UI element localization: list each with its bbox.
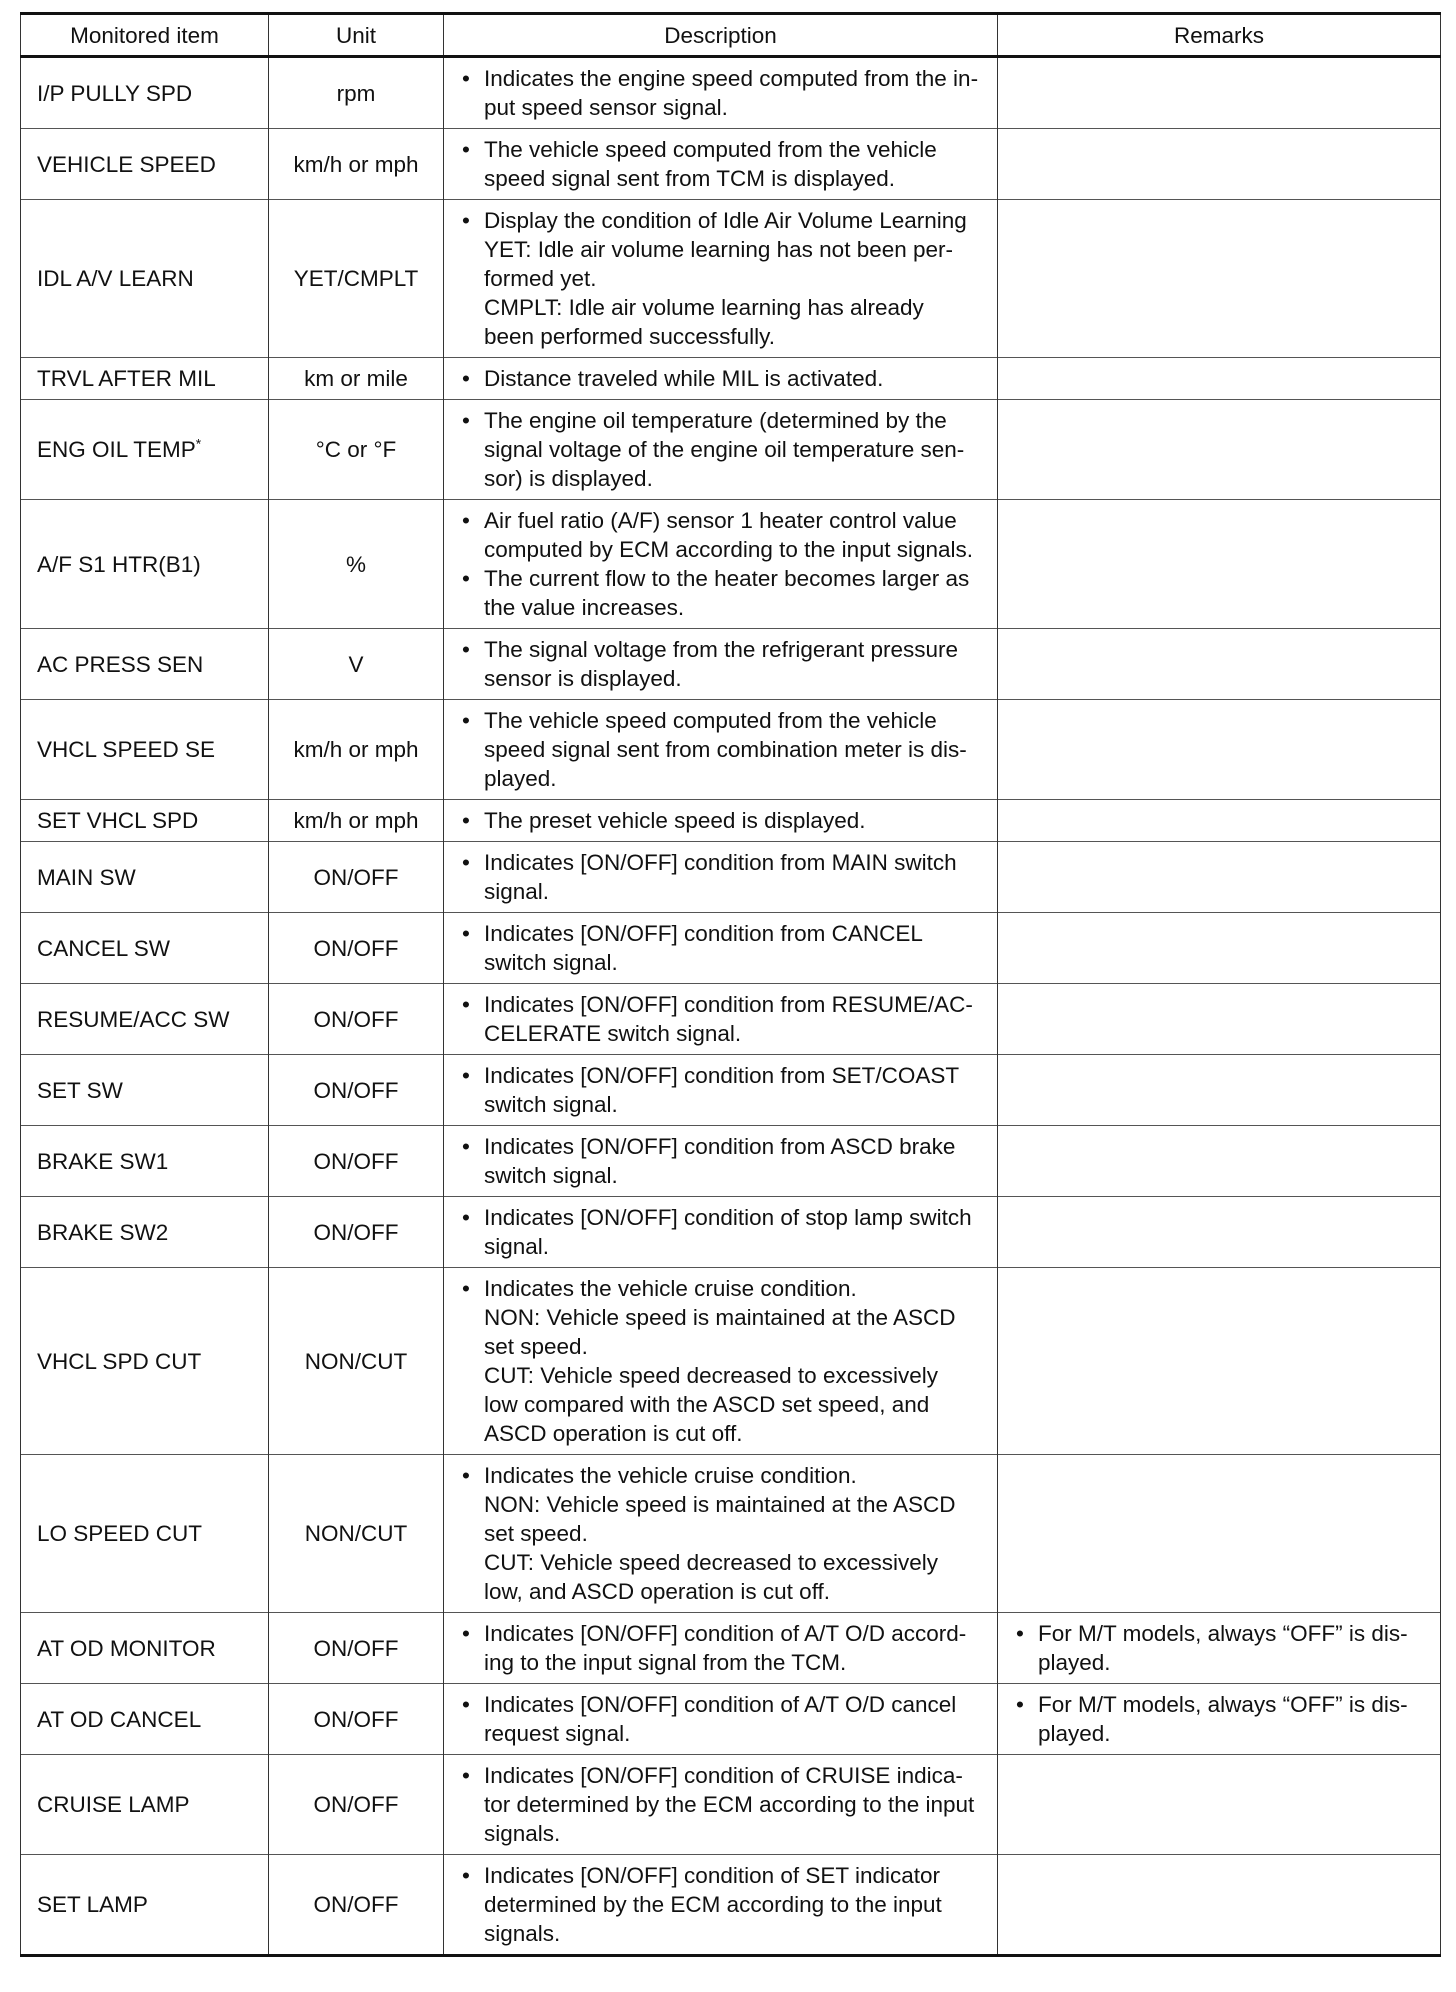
description-line: computed by ECM according to the input signals.	[484, 537, 974, 562]
cell-description	[444, 1855, 998, 1956]
description-line: set speed.	[484, 1521, 588, 1546]
cell-unit: ON/OFF	[269, 984, 444, 1055]
description-line: switch signal.	[484, 950, 618, 975]
cell-description	[444, 1684, 998, 1755]
remarks-line: • For M/T models, always “OFF” is dis-	[1038, 1692, 1408, 1717]
item-name: CRUISE LAMP	[37, 1792, 190, 1817]
table-row	[21, 700, 1441, 800]
cell-description	[444, 1197, 998, 1268]
description-line: low compared with the ASCD set speed, and	[484, 1392, 930, 1417]
cell-unit: ON/OFF	[269, 1126, 444, 1197]
cell-description	[444, 500, 998, 629]
description-bullet	[458, 1461, 989, 1606]
cell-unit: V	[269, 629, 444, 700]
item-name: LO SPEED CUT	[37, 1521, 203, 1546]
item-name: RESUME/ACC SW	[37, 1006, 230, 1032]
remarks-line: played.	[1038, 1650, 1111, 1675]
cell-monitored-item	[21, 700, 269, 800]
description-line: • Indicates [ON/OFF] condition of A/T O/D accord-	[484, 1621, 967, 1646]
cell-monitored-item	[21, 842, 269, 913]
description-line: • Indicates [ON/OFF] condition of CRUISE indica-	[484, 1763, 963, 1788]
item-name: MAIN SW	[37, 864, 136, 890]
cell-unit: NON/CUT	[269, 1455, 444, 1613]
description-line: speed signal sent from combination meter is dis-	[484, 737, 967, 762]
table-row	[21, 913, 1441, 984]
item-name: VEHICLE SPEED	[37, 151, 216, 177]
description-line: tor determined by the ECM according to the input	[484, 1792, 975, 1817]
table-row	[21, 500, 1441, 629]
description-line: • The vehicle speed computed from the vehicle	[484, 708, 937, 733]
table-row	[21, 800, 1441, 842]
cell-description	[444, 57, 998, 129]
table-row	[21, 129, 1441, 200]
item-name: SET SW	[37, 1077, 123, 1103]
cell-remarks	[998, 500, 1441, 629]
cell-unit: ON/OFF	[269, 1055, 444, 1126]
description-line: • Indicates the vehicle cruise condition.	[484, 1276, 857, 1301]
item-name: BRAKE SW2	[37, 1219, 169, 1245]
cell-remarks	[998, 1684, 1441, 1755]
cell-description	[444, 913, 998, 984]
cell-unit: km/h or mph	[269, 129, 444, 200]
cell-description	[444, 700, 998, 800]
description-line: • Air fuel ratio (A/F) sensor 1 heater control value	[484, 508, 957, 533]
description-line: • Indicates [ON/OFF] condition from ASCD brake	[484, 1134, 956, 1159]
description-line: CUT: Vehicle speed decreased to excessively	[484, 1550, 938, 1575]
cell-unit: rpm	[269, 57, 444, 129]
description-bullet	[458, 1203, 989, 1261]
description-line: switch signal.	[484, 1092, 618, 1117]
cell-monitored-item	[21, 1126, 269, 1197]
item-name: AC PRESS SEN	[37, 651, 204, 677]
description-line: formed yet.	[484, 266, 597, 291]
footnote-mark: *	[195, 435, 202, 452]
description-line: NON: Vehicle speed is maintained at the ASCD	[484, 1305, 956, 1330]
description-line: switch signal.	[484, 1163, 618, 1188]
cell-unit: km or mile	[269, 358, 444, 400]
description-line: • Indicates [ON/OFF] condition from RESUME/AC-	[484, 992, 973, 1017]
description-bullet	[458, 406, 989, 493]
table-row	[21, 1055, 1441, 1126]
cell-description	[444, 400, 998, 500]
table-row	[21, 984, 1441, 1055]
cell-description	[444, 358, 998, 400]
description-bullet	[458, 1761, 989, 1848]
remarks-bullet	[1012, 1619, 1432, 1677]
description-line: YET: Idle air volume learning has not been per-	[484, 237, 954, 262]
cell-remarks	[998, 1197, 1441, 1268]
item-name: VHCL SPEED SE	[37, 737, 215, 762]
cell-description	[444, 629, 998, 700]
table-row	[21, 629, 1441, 700]
description-line: • Indicates [ON/OFF] condition of stop lamp switch	[484, 1205, 972, 1230]
cell-remarks	[998, 1055, 1441, 1126]
description-line: played.	[484, 766, 557, 791]
cell-remarks	[998, 57, 1441, 129]
table-row	[21, 1684, 1441, 1755]
cell-remarks	[998, 700, 1441, 800]
cell-remarks	[998, 913, 1441, 984]
description-line: • The engine oil temperature (determined by the	[484, 408, 947, 433]
description-line: CUT: Vehicle speed decreased to excessively	[484, 1363, 938, 1388]
cell-monitored-item	[21, 913, 269, 984]
cell-remarks	[998, 358, 1441, 400]
item-name: A/F S1 HTR(B1)	[37, 551, 201, 577]
item-name: TRVL AFTER MIL	[37, 366, 216, 391]
description-bullet	[458, 1132, 989, 1190]
table-row	[21, 358, 1441, 400]
monitor-item-table	[20, 12, 1441, 1957]
table-row	[21, 57, 1441, 129]
remarks-line: played.	[1038, 1721, 1111, 1746]
cell-unit: NON/CUT	[269, 1268, 444, 1455]
item-name: CANCEL SW	[37, 935, 170, 961]
cell-unit: %	[269, 500, 444, 629]
cell-remarks	[998, 1126, 1441, 1197]
cell-description	[444, 1055, 998, 1126]
cell-remarks	[998, 1613, 1441, 1684]
cell-monitored-item	[21, 1613, 269, 1684]
cell-monitored-item	[21, 1855, 269, 1956]
cell-remarks	[998, 1855, 1441, 1956]
description-line: set speed.	[484, 1334, 588, 1359]
description-bullet	[458, 635, 989, 693]
cell-remarks	[998, 1268, 1441, 1455]
cell-description	[444, 129, 998, 200]
description-line: ing to the input signal from the TCM.	[484, 1650, 847, 1675]
cell-remarks	[998, 400, 1441, 500]
cell-remarks	[998, 1755, 1441, 1855]
description-line: • Indicates [ON/OFF] condition of A/T O/D cancel	[484, 1692, 957, 1717]
header-monitored-item: Monitored item	[21, 14, 269, 57]
cell-remarks	[998, 1455, 1441, 1613]
description-line: signals.	[484, 1921, 561, 1946]
table-row	[21, 1126, 1441, 1197]
table-row	[21, 1755, 1441, 1855]
cell-unit: ON/OFF	[269, 1755, 444, 1855]
table-row	[21, 1613, 1441, 1684]
description-line: • The vehicle speed computed from the vehicle	[484, 137, 937, 162]
table-row	[21, 400, 1441, 500]
description-line: determined by the ECM according to the input	[484, 1892, 942, 1917]
description-bullet	[458, 564, 989, 622]
description-bullet	[458, 64, 989, 122]
item-name: VHCL SPD CUT	[37, 1348, 202, 1374]
cell-description	[444, 200, 998, 358]
cell-monitored-item	[21, 1684, 269, 1755]
description-line: • Indicates the engine speed computed from the in-	[484, 66, 979, 91]
description-line: • Indicates the vehicle cruise condition.	[484, 1463, 857, 1488]
description-bullet	[458, 506, 989, 564]
cell-unit: °C or °F	[269, 400, 444, 500]
description-line: signal.	[484, 1234, 550, 1259]
description-bullet	[458, 919, 989, 977]
cell-description	[444, 1126, 998, 1197]
description-bullet	[458, 206, 989, 351]
cell-unit: ON/OFF	[269, 1613, 444, 1684]
cell-monitored-item	[21, 200, 269, 358]
description-line: CELERATE switch signal.	[484, 1021, 742, 1046]
cell-remarks	[998, 984, 1441, 1055]
description-line: CMPLT: Idle air volume learning has already	[484, 295, 924, 320]
cell-description	[444, 1755, 998, 1855]
cell-unit: ON/OFF	[269, 1855, 444, 1956]
cell-description	[444, 842, 998, 913]
header-remarks: Remarks	[998, 14, 1441, 57]
item-name: AT OD CANCEL	[37, 1706, 202, 1732]
description-bullet	[458, 848, 989, 906]
cell-monitored-item	[21, 1755, 269, 1855]
table-row	[21, 1855, 1441, 1956]
description-bullet	[458, 1619, 989, 1677]
cell-monitored-item	[21, 129, 269, 200]
description-bullet	[458, 1690, 989, 1748]
table-row	[21, 1197, 1441, 1268]
item-name: ENG OIL TEMP	[37, 437, 196, 462]
cell-monitored-item	[21, 800, 269, 842]
cell-description	[444, 984, 998, 1055]
cell-monitored-item	[21, 500, 269, 629]
table-header-row	[21, 14, 1441, 57]
item-name: SET LAMP	[37, 1892, 148, 1917]
cell-monitored-item	[21, 358, 269, 400]
description-line: • The signal voltage from the refrigerant pressure	[484, 637, 958, 662]
cell-description	[444, 800, 998, 842]
description-bullet	[458, 364, 989, 393]
cell-remarks	[998, 200, 1441, 358]
cell-unit: ON/OFF	[269, 842, 444, 913]
description-line: sensor is displayed.	[484, 666, 682, 691]
cell-description	[444, 1268, 998, 1455]
remarks-line: • For M/T models, always “OFF” is dis-	[1038, 1621, 1408, 1646]
description-bullet	[458, 706, 989, 793]
description-line: • The preset vehicle speed is displayed.	[484, 808, 866, 833]
header-description: Description	[444, 14, 998, 57]
description-bullet	[458, 806, 989, 835]
cell-unit: ON/OFF	[269, 913, 444, 984]
description-line: • Distance traveled while MIL is activated.	[484, 366, 884, 391]
description-line: been performed successfully.	[484, 324, 775, 349]
cell-monitored-item	[21, 1268, 269, 1455]
description-line: put speed sensor signal.	[484, 95, 728, 120]
description-line: request signal.	[484, 1721, 631, 1746]
cell-unit: ON/OFF	[269, 1197, 444, 1268]
table-row	[21, 1268, 1441, 1455]
cell-monitored-item	[21, 629, 269, 700]
description-line: low, and ASCD operation is cut off.	[484, 1579, 831, 1604]
cell-unit: YET/CMPLT	[269, 200, 444, 358]
description-line: • Display the condition of Idle Air Volume Learning	[484, 208, 967, 233]
cell-monitored-item	[21, 400, 269, 500]
description-line: • Indicates [ON/OFF] condition from SET/COAST	[484, 1063, 960, 1088]
cell-remarks	[998, 842, 1441, 913]
description-line: sor) is displayed.	[484, 466, 653, 491]
cell-description	[444, 1455, 998, 1613]
description-line: • The current flow to the heater becomes larger as	[484, 566, 970, 591]
item-name: AT OD MONITOR	[37, 1635, 216, 1661]
remarks-bullet	[1012, 1690, 1432, 1748]
description-line: • Indicates [ON/OFF] condition of SET indicator	[484, 1863, 941, 1888]
cell-monitored-item	[21, 57, 269, 129]
description-bullet	[458, 1061, 989, 1119]
description-line: • Indicates [ON/OFF] condition from MAIN switch	[484, 850, 957, 875]
description-line: signal.	[484, 879, 550, 904]
description-bullet	[458, 135, 989, 193]
description-line: NON: Vehicle speed is maintained at the ASCD	[484, 1492, 956, 1517]
item-name: BRAKE SW1	[37, 1148, 169, 1174]
item-name: SET VHCL SPD	[37, 808, 199, 833]
description-line: • Indicates [ON/OFF] condition from CANCEL	[484, 921, 923, 946]
description-line: ASCD operation is cut off.	[484, 1421, 743, 1446]
cell-monitored-item	[21, 984, 269, 1055]
description-line: signal voltage of the engine oil temperature sen-	[484, 437, 965, 462]
cell-monitored-item	[21, 1455, 269, 1613]
description-bullet	[458, 990, 989, 1048]
description-bullet	[458, 1861, 989, 1948]
header-unit: Unit	[269, 14, 444, 57]
description-line: speed signal sent from TCM is displayed.	[484, 166, 896, 191]
cell-remarks	[998, 629, 1441, 700]
cell-remarks	[998, 800, 1441, 842]
description-bullet	[458, 1274, 989, 1448]
cell-remarks	[998, 129, 1441, 200]
cell-unit: km/h or mph	[269, 800, 444, 842]
table-body	[21, 57, 1441, 1956]
cell-unit: km/h or mph	[269, 700, 444, 800]
cell-monitored-item	[21, 1197, 269, 1268]
item-name: I/P PULLY SPD	[37, 80, 193, 106]
cell-monitored-item	[21, 1055, 269, 1126]
description-line: the value increases.	[484, 595, 685, 620]
table-row	[21, 1455, 1441, 1613]
table-row	[21, 842, 1441, 913]
description-line: signals.	[484, 1821, 561, 1846]
item-name: IDL A/V LEARN	[37, 266, 194, 291]
cell-description	[444, 1613, 998, 1684]
table-row	[21, 200, 1441, 358]
cell-unit: ON/OFF	[269, 1684, 444, 1755]
